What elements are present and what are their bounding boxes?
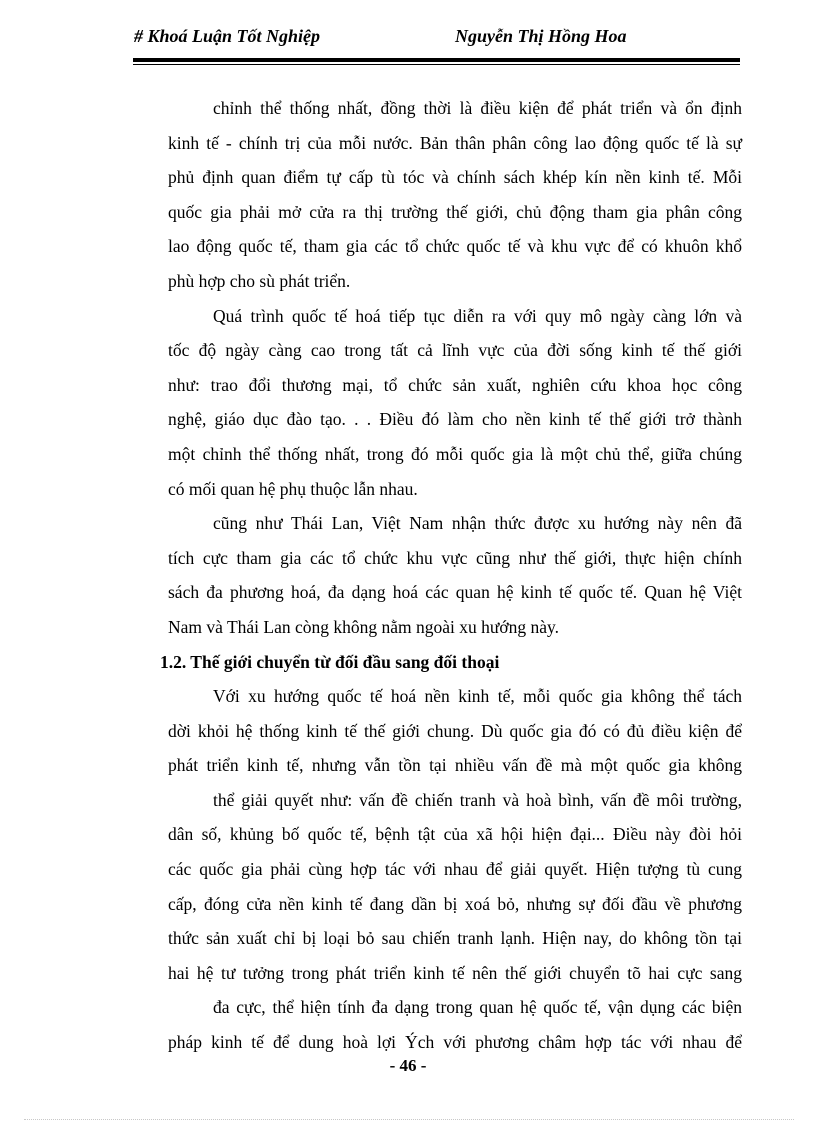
text-line: Với xu hướng quốc tế hoá nền kinh tế, mỗi quốc gia không thể tách (213, 686, 742, 707)
page-number: - 46 - (389, 1056, 427, 1075)
text-line: dời khỏi hệ thống kinh tế thế giới chung. Dù quốc gia đó có đủ điều kiện để (168, 720, 742, 741)
text-line: chỉnh thể thống nhất, đồng thời là điều kiện để phát triển và ổn định (213, 98, 742, 118)
text-line: lao động quốc tế, tham gia các tổ chức quốc tế và khu vực để có khuôn khổ (168, 236, 742, 257)
page-bottom-dotted-line (24, 1119, 794, 1120)
text-line: như: trao đổi thương mại, tổ chức sản xuất, nghiên cứu khoa học công (168, 374, 742, 395)
body-text (160, 94, 742, 1063)
section-heading: 1.2. Thế giới chuyển từ đối đầu sang đối thoại (160, 651, 500, 672)
text-line: quốc gia phải mở cửa ra thị trường thế giới, chủ động tham gia phân công (168, 201, 742, 222)
text-line: phù hợp cho sù phát triển. (168, 270, 351, 291)
header-rule-thick (133, 58, 740, 62)
text-line: pháp kinh tế để dung hoà lợi Ých với phương châm hợp tác với nhau để (168, 1032, 742, 1053)
text-line: tốc độ ngày càng cao trong tất cả lĩnh vực của đời sống kinh tế thế giới (168, 340, 742, 361)
text-line: đa cực, thể hiện tính đa dạng trong quan hệ quốc tế, vận dụng các biện (213, 997, 742, 1018)
header-thesis-title: # Khoá Luận Tốt Nghiệp (134, 26, 321, 46)
text-line: phát triển kinh tế, nhưng vẫn tồn tại nhiều vấn đề mà một quốc gia không (168, 755, 742, 776)
text-line: sách đa phương hoá, đa dạng hoá các quan hệ kinh tế quốc tế. Quan hệ Việt (168, 582, 742, 603)
text-line: Quá trình quốc tế hoá tiếp tục diễn ra với quy mô ngày càng lớn và (213, 305, 742, 326)
text-line: dân số, khủng bố quốc tế, bệnh tật của xã hội hiện đại... Điều này đòi hỏi (168, 824, 742, 845)
text-line: tích cực tham gia các tổ chức khu vực cũng như thế giới, thực hiện chính (168, 547, 742, 568)
text-line: thể giải quyết như: vấn đề chiến tranh và hoà bình, vấn đề môi trường, (213, 789, 742, 810)
text-line: cũng như Thái Lan, Việt Nam nhận thức được xu hướng này nên đã (213, 513, 742, 534)
header-author-name: Nguyễn Thị Hồng Hoa (455, 26, 627, 46)
text-line: có mối quan hệ phụ thuộc lẫn nhau. (168, 478, 418, 499)
text-line: các quốc gia phải cùng hợp tác với nhau để giải quyết. Hiện tượng tù cung (168, 859, 742, 880)
text-line: thức sản xuất chỉ bị loại bỏ sau chiến tranh lạnh. Hiện nay, do không tồn tại (168, 928, 742, 949)
header-rule-thin (133, 64, 740, 65)
text-line: kinh tế - chính trị của mỗi nước. Bản thân phân công lao động quốc tế là sự (168, 132, 742, 153)
text-line: nghệ, giáo dục đào tạo. . . Điều đó làm cho nền kinh tế thế giới trở thành (168, 409, 742, 430)
text-line: Nam và Thái Lan còng không nằm ngoài xu hướng này. (168, 616, 560, 637)
text-line: cấp, đóng cửa nền kinh tế đang dần bị xoá bỏ, nhưng sự đối đầu về phương (168, 893, 742, 914)
text-line: hai hệ tư tưởng trong phát triển kinh tế nên thế giới chuyển tõ hai cực sang (168, 962, 742, 983)
text-line: một chỉnh thể thống nhất, trong đó mỗi quốc gia là một chủ thể, giữa chúng (168, 443, 742, 464)
text-line: phủ định quan điểm tự cấp tù tóc và chính sách khép kín nền kinh tế. Mỗi (168, 167, 742, 188)
